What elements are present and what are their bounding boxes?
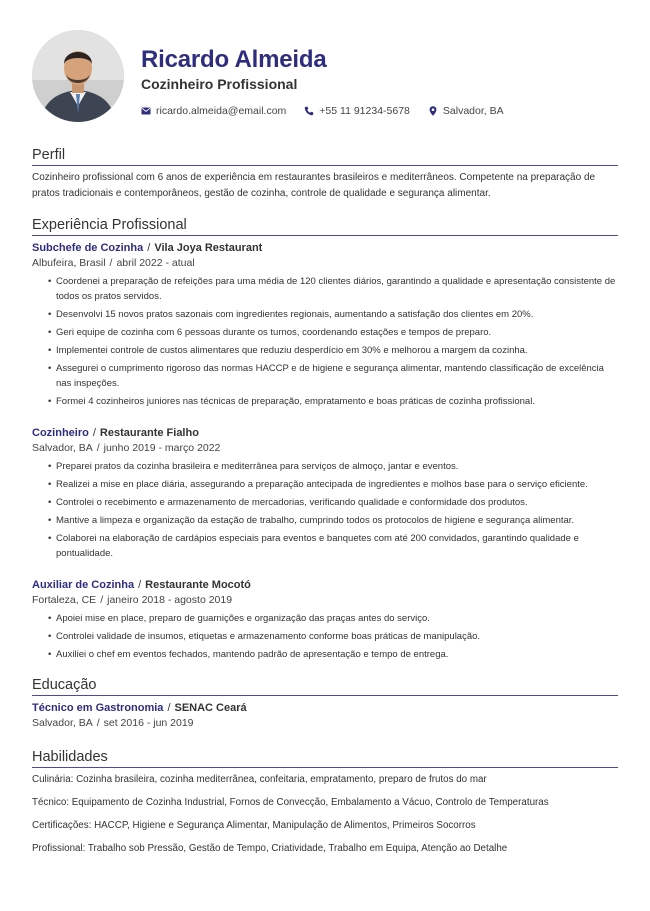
job-position: Subchefe de Cozinha xyxy=(32,242,144,254)
education-period: set 2016 - jun 2019 xyxy=(103,717,194,729)
avatar xyxy=(32,30,124,122)
list-item: • Auxiliei o chef em eventos fechados, mantendo padrão de apresentação e tempo de entrega. xyxy=(48,647,618,662)
job-entry xyxy=(32,241,618,409)
skill-line: Profissional: Trabalho sob Pressão, Gestão de Tempo, Criatividade, Trabalho em Equipa, Atenção ao Detalhe xyxy=(32,843,508,854)
education-school: SENAC Ceará xyxy=(174,702,247,714)
list-item: • Apoiei mise en place, preparo de guarnições e organização das praças antes do serviço. xyxy=(48,611,618,626)
job-location: Fortaleza, CE xyxy=(32,594,97,606)
job-entry xyxy=(32,578,618,662)
job-meta: Albufeira, Brasil / abril 2022 - atual xyxy=(32,257,195,269)
education-degree: Técnico em Gastronomia xyxy=(32,702,164,714)
list-item: • Assegurei o cumprimento rigoroso das normas HACCP e de higiene e segurança alimentar, mantendo classificação de excelência nas inspeções. xyxy=(48,361,618,391)
skill-line: Culinária: Cozinha brasileira, cozinha mediterrânea, confeitaria, empratamento, preparo de frutos do mar xyxy=(32,774,487,785)
job-period: janeiro 2018 - agosto 2019 xyxy=(107,594,233,606)
job-position: Cozinheiro xyxy=(32,427,89,439)
job-location: Albufeira, Brasil xyxy=(32,257,106,269)
experience-section xyxy=(32,216,618,662)
job-period: junho 2019 - março 2022 xyxy=(103,442,221,454)
section-title-experience: Experiência Profissional xyxy=(32,216,618,236)
job-bullets xyxy=(32,459,618,561)
education-section xyxy=(32,676,618,731)
section-title-skills: Habilidades xyxy=(32,748,618,768)
education-title-line: Técnico em Gastronomia / SENAC Ceará xyxy=(32,702,247,714)
candidate-name: Ricardo Almeida xyxy=(141,46,327,73)
job-meta: Salvador, BA / junho 2019 - março 2022 xyxy=(32,442,221,454)
job-meta: Fortaleza, CE / janeiro 2018 - agosto 2019 xyxy=(32,594,233,606)
email-text: ricardo.almeida@email.com xyxy=(156,105,287,117)
location-text: Salvador, BA xyxy=(442,105,504,117)
job-title-line: Cozinheiro / Restaurante Fialho xyxy=(32,427,199,439)
education-location: Salvador, BA xyxy=(32,717,93,729)
profile-section xyxy=(32,146,618,202)
list-item: • Realizei a mise en place diária, assegurando a preparação antecipada de ingredientes e molhos base para o serviço eficiente. xyxy=(48,477,618,492)
list-item: • Formei 4 cozinheiros juniores nas técnicas de preparação, empratamento e boas práticas de cozinha profissional. xyxy=(48,394,618,409)
list-item: • Preparei pratos da cozinha brasileira e mediterrânea para serviços de almoço, jantar e eventos. xyxy=(48,459,618,474)
profile-summary: Cozinheiro profissional com 6 anos de experiência em restaurantes brasileiros e mediterrâneos. Competente na preparação de pratos tradicionais e contemporâneos, gestão de cozinha, controle de qualidade e segurança alimentar. xyxy=(32,172,596,199)
list-item: • Mantive a limpeza e organização da estação de trabalho, cumprindo todos os protocolos de higiene e segurança alimentar. xyxy=(48,513,618,528)
list-item: • Colaborei na elaboração de cardápios especiais para eventos e banquetes com até 200 convidados, garantindo qualidade e pontualidade. xyxy=(48,531,618,561)
list-item: • Coordenei a preparação de refeições para uma média de 120 clientes diários, garantindo a qualidade e apresentação consistente de todos os pratos servidos. xyxy=(48,274,618,304)
education-meta: Salvador, BA / set 2016 - jun 2019 xyxy=(32,717,194,729)
contact-list xyxy=(141,105,522,117)
job-company: Vila Joya Restaurant xyxy=(154,242,263,254)
phone-icon xyxy=(304,106,314,116)
job-title-line: Subchefe de Cozinha / Vila Joya Restaurant xyxy=(32,242,263,254)
list-item: • Controlei o recebimento e armazenamento de mercadorias, verificando qualidade e conformidade dos produtos. xyxy=(48,495,618,510)
job-bullets xyxy=(32,611,618,662)
skill-line: Técnico: Equipamento de Cozinha Industrial, Fornos de Convecção, Embalamento a Vácuo, Controlo de Temperaturas xyxy=(32,797,549,808)
mail-icon xyxy=(141,106,151,116)
contact-phone[interactable] xyxy=(304,105,410,117)
location-pin-icon xyxy=(428,106,438,116)
contact-email[interactable] xyxy=(141,105,286,117)
resume-header xyxy=(32,30,618,122)
phone-text: +55 11 91234-5678 xyxy=(319,105,410,117)
list-item: • Implementei controle de custos alimentares que reduziu desperdício em 30% e melhorou a margem da cozinha. xyxy=(48,343,618,358)
job-company: Restaurante Mocotó xyxy=(145,579,251,591)
candidate-role: Cozinheiro Profissional xyxy=(141,76,298,92)
section-title-education: Educação xyxy=(32,676,618,696)
job-bullets xyxy=(32,274,618,409)
header-info xyxy=(141,30,522,117)
job-period: abril 2022 - atual xyxy=(116,257,195,269)
education-entry xyxy=(32,701,618,731)
skill-line: Certificações: HACCP, Higiene e Segurança Alimentar, Manipulação de Alimentos, Primeiros Socorros xyxy=(32,820,476,831)
list-item: • Geri equipe de cozinha com 6 pessoas durante os turnos, coordenando estações e tempos de preparo. xyxy=(48,325,618,340)
job-title-line: Auxiliar de Cozinha / Restaurante Mocotó xyxy=(32,579,251,591)
list-item: • Desenvolvi 15 novos pratos sazonais com ingredientes regionais, aumentando a satisfação dos clientes em 20%. xyxy=(48,307,618,322)
contact-location xyxy=(428,105,504,117)
section-title-profile: Perfil xyxy=(32,146,618,166)
job-position: Auxiliar de Cozinha xyxy=(32,579,135,591)
job-company: Restaurante Fialho xyxy=(99,427,199,439)
job-entry xyxy=(32,426,618,561)
skills-section xyxy=(32,748,618,856)
list-item: • Controlei validade de insumos, etiquetas e armazenamento conforme boas práticas de manipulação. xyxy=(48,629,618,644)
job-location: Salvador, BA xyxy=(32,442,93,454)
